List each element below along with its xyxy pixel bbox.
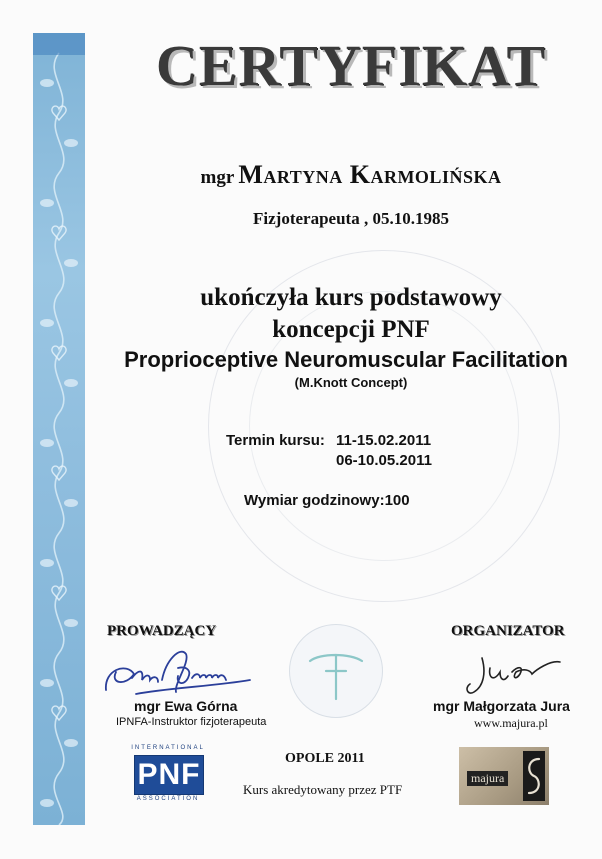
recipient-line	[100, 160, 602, 190]
lead-name: mgr Ewa Górna	[134, 698, 238, 714]
floral-pattern-icon	[33, 33, 85, 825]
organizer-name: mgr Małgorzata Jura	[433, 698, 570, 714]
lead-role: IPNFA-Instruktor fizjoterapeuta	[116, 716, 267, 728]
pnf-logo-bottom-text: ASSOCIATION	[136, 796, 200, 802]
majura-swirl-icon	[523, 751, 545, 801]
organizer-website: www.majura.pl	[474, 716, 548, 730]
recipient-name: Martyna Karmolińska	[238, 160, 502, 189]
term-date-1: 11-15.02.2011	[336, 432, 432, 449]
pnf-logo-main-text: PNF	[137, 758, 201, 791]
accreditation-note: Kurs akredytowany przez PTF	[243, 782, 403, 797]
organizer-heading: ORGANIZATOR	[451, 623, 565, 639]
city-year: OPOLE 2011	[285, 751, 365, 766]
organizer-signature-icon	[460, 642, 570, 700]
course-line-3: Proprioceptive Neuromuscular Facilitation	[124, 347, 568, 372]
majura-logo	[459, 747, 549, 805]
course-hours: Wymiar godzinowy:100	[244, 492, 410, 509]
profession-date: Fizjoterapeuta , 05.10.1985	[253, 209, 449, 228]
lead-heading: PROWADZĄCY	[107, 623, 217, 639]
lead-signature-icon	[96, 640, 256, 702]
course-line-4: (M.Knott Concept)	[294, 375, 408, 390]
pnf-association-logo	[128, 745, 208, 805]
course-line-1: ukończyła kurs podstawowy	[200, 284, 502, 311]
majura-logo-text: majura	[467, 771, 508, 786]
course-line-2: koncepcji PNF	[272, 316, 430, 343]
recipient-prefix: mgr	[200, 167, 235, 188]
pnf-logo-top-text: INTERNATIONAL	[131, 745, 205, 751]
stamp-seal-icon	[289, 624, 383, 718]
decorative-floral-band	[33, 33, 85, 825]
term-date-2: 06-10.05.2011	[336, 452, 432, 469]
certificate-title: CERTYFIKAT	[155, 33, 547, 98]
term-label: Termin kursu:	[226, 432, 325, 449]
